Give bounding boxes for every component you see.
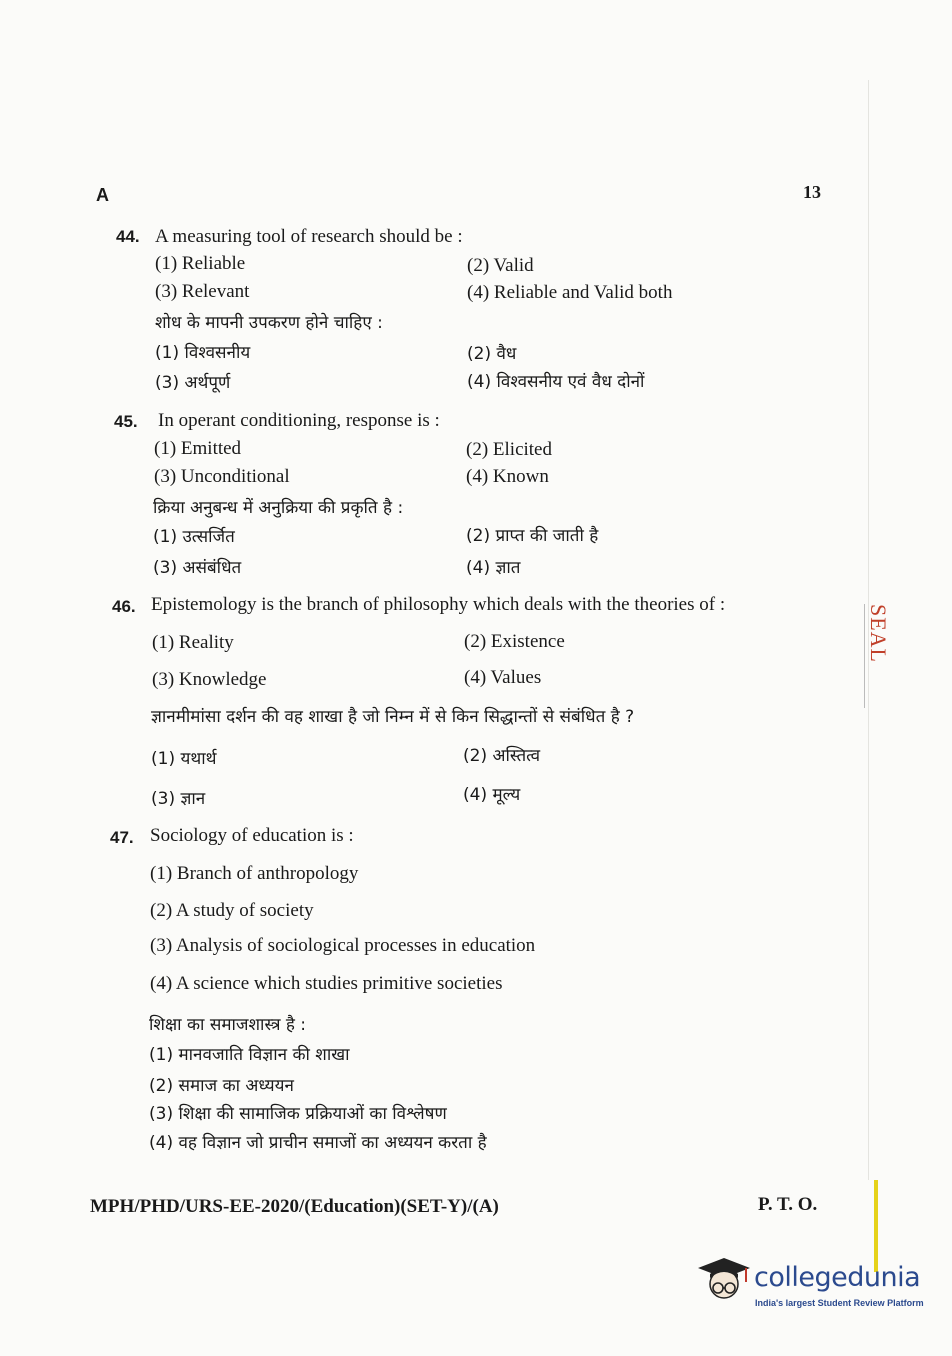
q44-option-4: (4) Reliable and Valid both — [467, 282, 673, 303]
q47-option-4: (4) A science which studies primitive societies — [150, 973, 503, 994]
q44-hindi-option-2: (2) वैध — [467, 344, 517, 364]
q45-hindi-option-1: (1) उत्सर्जित — [153, 527, 235, 547]
q45-option-1: (1) Emitted — [154, 438, 242, 459]
side-seal-stamp — [864, 604, 891, 708]
q46-hindi-option-2: (2) अस्तित्व — [463, 746, 541, 766]
q46-hindi-option-1: (1) यथार्थ — [151, 749, 217, 769]
q46-option-4: (4) Values — [464, 667, 542, 688]
q45-option-2: (2) Elicited — [466, 439, 552, 460]
question-45-english: In operant conditioning, response is : — [158, 410, 440, 431]
q47-hindi-option-3: (3) शिक्षा की सामाजिक प्रक्रियाओं का विश्लेषण — [149, 1104, 447, 1124]
q47-hindi-option-2: (2) समाज का अध्ययन — [149, 1076, 294, 1096]
q46-hindi-option-3: (3) ज्ञान — [151, 789, 206, 809]
question-number-46: 46. — [112, 597, 136, 616]
question-45-hindi: क्रिया अनुबन्ध में अनुक्रिया की प्रकृति है : — [153, 498, 404, 518]
q47-option-1: (1) Branch of anthropology — [150, 863, 359, 884]
q44-option-1: (1) Reliable — [155, 253, 246, 274]
question-47-hindi: शिक्षा का समाजशास्त्र है : — [149, 1015, 307, 1035]
q44-hindi-option-4: (4) विश्वसनीय एवं वैध दोनों — [467, 372, 645, 392]
q44-hindi-option-3: (3) अर्थपूर्ण — [155, 373, 231, 393]
q47-option-2: (2) A study of society — [150, 900, 314, 921]
question-46-hindi: ज्ञानमीमांसा दर्शन की वह शाखा है जो निम्न में से किन सिद्धान्तों से संबंधित है ? — [151, 707, 635, 727]
q47-option-3: (3) Analysis of sociological processes in education — [150, 935, 536, 956]
please-turn-over: P. T. O. — [758, 1194, 818, 1215]
set-letter: A — [96, 185, 109, 205]
side-seal-text: SEAL — [866, 604, 891, 663]
q46-option-1: (1) Reality — [152, 632, 234, 653]
watermark-tagline: India's largest Student Review Platform — [755, 1298, 924, 1308]
q47-hindi-option-4: (4) वह विज्ञान जो प्राचीन समाजों का अध्ययन करता है — [149, 1133, 487, 1153]
paper-code: MPH/PHD/URS-EE-2020/(Education)(SET-Y)/(A) — [90, 1196, 499, 1217]
q46-option-2: (2) Existence — [464, 631, 565, 652]
question-46-english: Epistemology is the branch of philosophy which deals with the theories of : — [151, 594, 726, 615]
q44-hindi-option-1: (1) विश्वसनीय — [155, 343, 251, 363]
question-44-english: A measuring tool of research should be : — [155, 226, 463, 247]
q45-option-4: (4) Known — [466, 466, 549, 487]
q45-option-3: (3) Unconditional — [154, 466, 290, 487]
q44-option-3: (3) Relevant — [155, 281, 250, 302]
watermark-brand: collegedunia — [754, 1262, 921, 1293]
q44-option-2: (2) Valid — [467, 255, 534, 276]
page-number: 13 — [803, 182, 821, 202]
q45-hindi-option-2: (2) प्राप्त की जाती है — [466, 526, 599, 546]
question-number-45: 45. — [114, 412, 138, 431]
question-number-47: 47. — [110, 828, 134, 847]
q46-option-3: (3) Knowledge — [152, 669, 267, 690]
q45-hindi-option-4: (4) ज्ञात — [466, 558, 521, 578]
q47-hindi-option-1: (1) मानवजाति विज्ञान की शाखा — [149, 1045, 350, 1065]
q45-hindi-option-3: (3) असंबंधित — [153, 558, 242, 578]
q46-hindi-option-4: (4) मूल्य — [463, 785, 521, 805]
question-47-english: Sociology of education is : — [150, 825, 354, 846]
question-number-44: 44. — [116, 227, 140, 246]
question-44-hindi: शोध के मापनी उपकरण होने चाहिए : — [155, 313, 383, 333]
